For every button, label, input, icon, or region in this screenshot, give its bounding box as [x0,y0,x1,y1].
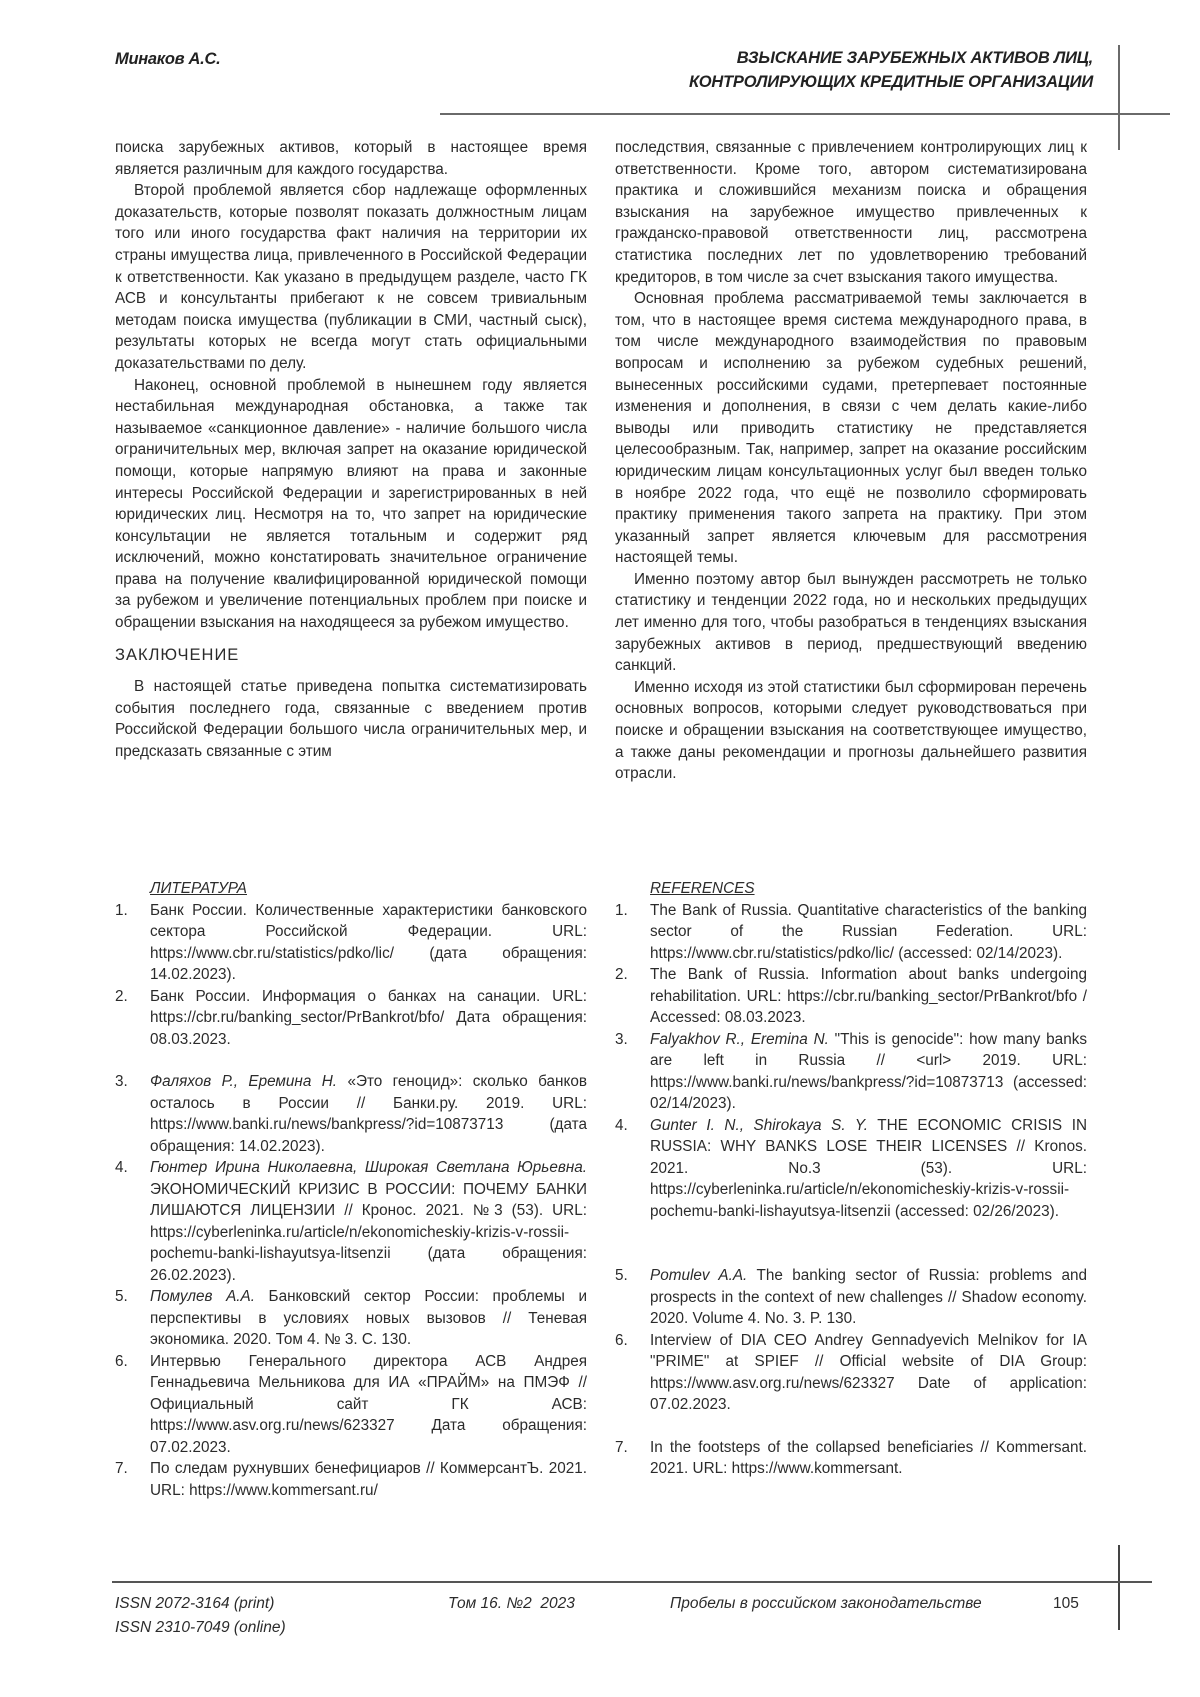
spacer [615,1416,1087,1437]
reference-body: Банковский сектор России: проблемы и перспективы в условиях новых вызовов // Теневая экономика. 2020. Том 4. № 3. С. 130. [150,1288,587,1348]
reference-number: 1. [115,901,128,919]
reference-item [615,964,1087,1029]
literature-heading: ЛИТЕРАТУРА [150,880,247,897]
reference-body: The Bank of Russia. Quantitative characteristics of the banking sector of the Russian Federation. URL: https://www.cbr.ru/statistics/pdko/lic/ (accessed: 02/14/2023). [650,901,1087,962]
paragraph: Основная проблема рассматриваемой темы заключается в том, что в настоящее время система международного права, в том числе международного взаимодействия по правовым вопросам и исполнению за рубежом судебных решений, вынесенных российскими судами, претерпевает постоянные изменения и дополнения, в связи с чем делать какие-либо выводы или приводить статистику не представляется целесообразным. Так, например, запрет на оказание российским юридическим лицам консультационных услуг был введен только в ноябре 2022 года, что ещё не позволило сформировать практику применения такого запрета на практику. При этом указанный запрет является ключевым для рассмотрения настоящей темы. [615,290,1087,567]
reference-text [650,1330,1087,1416]
crop-mark-top [1118,45,1120,150]
reference-text [150,1071,587,1157]
reference-number: 4. [615,1116,628,1134]
paragraph: последствия, связанные с привлечением контролирующих лиц к ответственности. Кроме того, автором систематизирована практика и сложившийся механизм поиска и обращения взыскания на зарубежное имущество привлеченных к гражданско-правовой ответственности лиц, рассмотрена статистика последних лет по удовлетворению требований кредиторов, в том числе за счет взыскания такого имущества. [615,139,1087,286]
reference-item [615,1437,1087,1480]
reference-text [650,1029,1087,1115]
reference-body: Интервью Генерального директора АСВ Андрея Геннадьевича Мельникова для ИА «ПРАЙМ» на ПМЭФ // Официальный сайт ГК АСВ: https://www.asv.org.ru/news/623327 Дата обращения: 07.02.2023. [150,1352,587,1456]
reference-body: ЭКОНОМИЧЕСКИЙ КРИЗИС В РОССИИ: ПОЧЕМУ БАНКИ ЛИШАЮТСЯ ЛИЦЕНЗИИ // Кронос. 2021. №3 (53). URL: https://cyberleninka.ru/article/n/ekonomicheskiy-krizis-v-rossii-pochemu-banki-lishayutsya-litsenzii (дата обращения: 26.02.2023). [150,1180,587,1284]
reference-text [650,900,1087,965]
reference-text [150,1458,587,1501]
reference-number: 7. [615,1438,628,1456]
reference-body: In the footsteps of the collapsed beneficiaries // Kommersant. 2021. URL: https://www.kommersant. [650,1438,1087,1477]
page-number: 105 [1053,1595,1079,1612]
reference-number: 2. [615,966,628,983]
reference-text [650,964,1087,1029]
reference-item [615,1265,1087,1330]
reference-author: Gunter I. N., Shirokaya S. Y. [650,1116,868,1134]
paragraph: Второй проблемой является сбор надлежаще оформленных доказательств, которые позволят показать должностным лицам того или иного государства факт наличия на территории их страны имущества лица, привлеченного в Российской Федерации к ответственности. Как указано в предыдущем разделе, часто ГК АСВ и консультанты прибегают к не совсем тривиальным методам поиска имущества (публикации в СМИ, частный сыск), результаты которых не всегда могут стать официальными доказательствами по делу. [115,182,587,372]
title-line-1: ВЗЫСКАНИЕ ЗАРУБЕЖНЫХ АКТИВОВ ЛИЦ, [736,49,1093,67]
reference-text [150,1157,587,1286]
reference-number: 3. [115,1073,128,1090]
paragraph: Именно поэтому автор был вынужден рассмотреть не только статистику и тенденции 2022 года, но и нескольких предыдущих лет именно для того, чтобы разобраться в тенденциях взыскания зарубежных активов в период, предшествующий введению санкций. [615,570,1087,675]
header-rule [440,113,1170,115]
references-heading: REFERENCES [650,880,755,897]
reference-body: По следам рухнувших бенефициаров // КоммерсантЪ. 2021. URL: https://www.kommersant.ru/ [150,1460,587,1499]
reference-number: 7. [115,1460,128,1477]
reference-body: Банк России. Информация о банках на санации. URL: https://cbr.ru/banking_sector/PrBankrot/bfo/ Дата обращения: 08.03.2023. [150,987,587,1048]
reference-author: Гюнтер Ирина Николаевна, Широкая Светлана Юрьевна. [150,1159,587,1176]
literature-list [115,878,587,1501]
reference-item [115,986,587,1051]
reference-text [650,1115,1087,1223]
crop-mark-bottom [1118,1545,1120,1630]
reference-item [115,1071,587,1157]
reference-item [615,900,1087,965]
section-heading-conclusion: ЗАКЛЮЧЕНИЕ [115,645,240,664]
reference-item [115,1157,587,1286]
reference-author: Фаляхов Р., Еремина Н. [150,1073,338,1090]
reference-body: THE ECONOMIC CRISIS IN RUSSIA: WHY BANKS LOSE THEIR LICENSES // Kronos. 2021. No.3 (53). URL: https://cyberleninka.ru/article/n/ekonomicheskiy-krizis-v-rossii-pochemu-banki-lishayutsya-litsenzii (accessed: 02/26/2023). [650,1116,1088,1220]
footer-journal-name: Пробелы в российском законодательстве [670,1595,982,1612]
reference-item [615,1115,1087,1223]
spacer [615,1222,1087,1265]
reference-item [115,900,587,986]
reference-author: Falyakhov R., Eremina N. [650,1030,829,1048]
body-column-left [115,137,587,763]
reference-text [150,1286,587,1351]
reference-text [150,1351,587,1459]
reference-number: 2. [115,987,128,1005]
reference-number: 5. [615,1267,628,1284]
reference-author: Pomulev A.A. [650,1267,748,1284]
reference-item [115,1286,587,1351]
footer-issn [115,1592,286,1640]
title-line-2: КОНТРОЛИРУЮЩИХ КРЕДИТНЫЕ ОРГАНИЗАЦИИ [688,73,1093,91]
reference-number: 5. [115,1288,128,1305]
reference-item [115,1458,587,1501]
reference-text [150,900,587,986]
reference-text [650,1437,1087,1480]
paragraph: поиска зарубежных активов, который в настоящее время является различным для каждого государства. [115,139,587,178]
reference-item [115,1351,587,1459]
footer-volume: Том 16. №2 2023 [448,1595,575,1612]
issn-print: ISSN 2072-3164 (print) [115,1595,275,1612]
reference-body: Банк России. Количественные характеристики банковского сектора Российской Федерации. URL: https://www.cbr.ru/statistics/pdko/lic/ (дата обращения: 14.02.2023). [150,901,587,983]
paragraph: Наконец, основной проблемой в нынешнем году является нестабильная международная обстановка, а также так называемое «санкционное давление» - наличие большого числа ограничительных мер, включая запрет на оказание юридической помощи, которые напрямую влияют на права и законные интересы Российской Федерации и зарегистрированных в ней юридических лиц. Несмотря на то, что запрет на юридические консультации не является тотальным и содержит ряд исключений, можно констатировать значительное ограничение права на получение квалифицированной юридической помощи за рубежом и увеличение потенциальных проблем при поиске и обращении взыскания на находящееся за рубежом имущество. [115,376,587,632]
reference-body: The Bank of Russia. Information about banks undergoing rehabilitation. URL: https://cbr.ru/banking_sector/PrBankrot/bfo / Accessed: 08.03.2023. [650,966,1087,1026]
reference-item [615,1330,1087,1416]
issn-online: ISSN 2310-7049 (online) [115,1619,286,1636]
spacer [115,1050,587,1071]
reference-body: "This is genocide": how many banks are left in Russia // <url> 2019. URL: https://www.banki.ru/news/bankpress/?id=10873713 (accessed: 02/14/2023). [650,1030,1087,1112]
reference-number: 4. [115,1159,128,1176]
reference-text [150,986,587,1051]
footer-rule [112,1581,1152,1583]
reference-text [650,1265,1087,1330]
reference-item [615,1029,1087,1115]
reference-number: 1. [615,901,628,919]
reference-body: «Это геноцид»: сколько банков осталось в России // Банки.ру. 2019. URL: https://www.banki.ru/news/bankpress/?id=10873713 (дата обращения: 14.02.2023). [150,1073,587,1155]
reference-number: 3. [615,1030,628,1048]
paragraph: В настоящей статье приведена попытка систематизировать события последнего года, связанные с введением против Российской Федерации большого числа ограничительных мер, и предсказать связанные с этим [115,678,587,761]
reference-number: 6. [615,1331,628,1349]
running-header-title [689,46,1093,94]
running-header-author: Минаков А.С. [115,50,221,68]
references-list [615,878,1087,1480]
reference-body: Interview of DIA CEO Andrey Gennadyevich Melnikov for IA "PRIME" at SPIEF // Official website of DIA Group: https://www.asv.org.ru/news/623327 Date of application: 07.02.2023. [650,1331,1087,1413]
reference-body: The banking sector of Russia: problems and prospects in the context of new challenges // Shadow economy. 2020. Volume 4. No. 3. P. 130. [650,1267,1087,1327]
body-column-right [615,137,1087,785]
reference-author: Помулев А.А. [150,1288,255,1305]
reference-number: 6. [115,1352,128,1370]
paragraph: Именно исходя из этой статистики был сформирован перечень основных вопросов, которыми следует руководствоваться при поиске и обращении взыскания на соответствующее имущество, а также даны рекомендации и прогнозы дальнейшего развития отрасли. [615,678,1087,783]
